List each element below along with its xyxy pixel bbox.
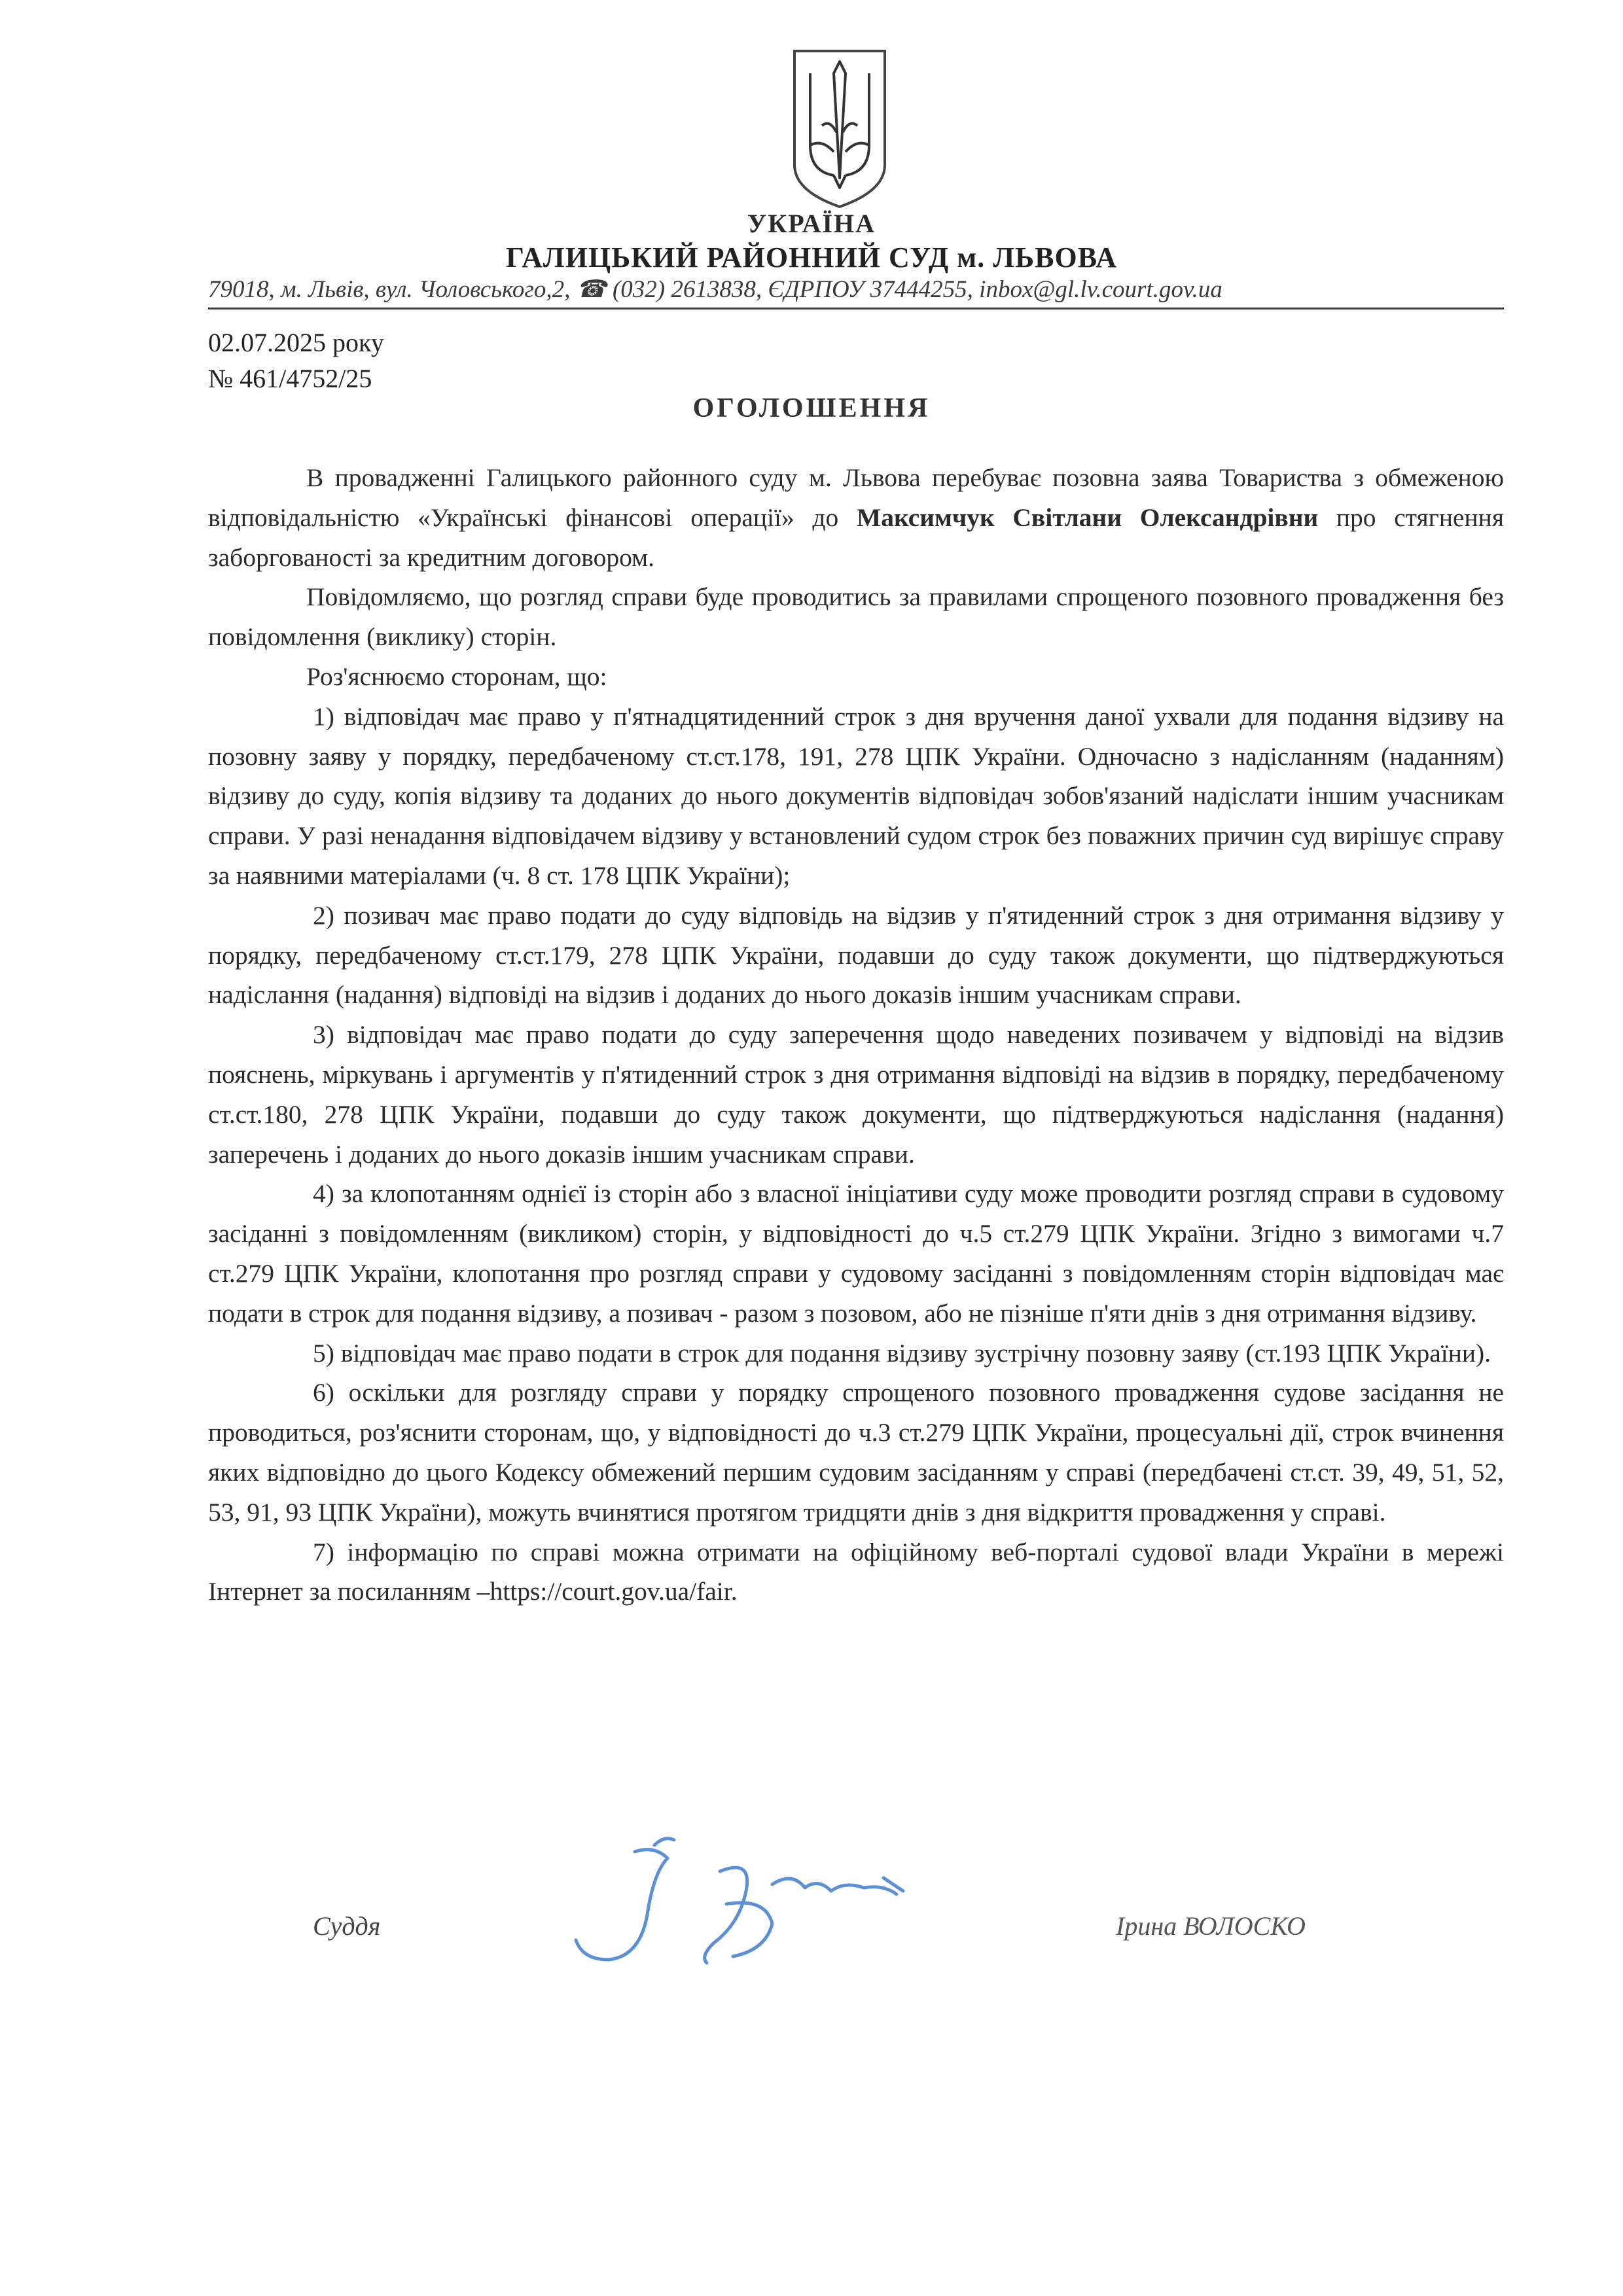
procedure-paragraph: Повідомляємо, що розгляд справи буде проводитись за правилами спрощеного позовного провадження без повідомлення (виклику) сторін. (208, 582, 1504, 652)
country-name: УКРАЇНА (747, 209, 876, 238)
court-name: ГАЛИЦЬКИЙ РАЙОННИЙ СУД м. ЛЬВОВА (505, 241, 1118, 274)
defendant-name: Максимчук Світлани Олександрівни (856, 503, 1319, 532)
judge-title: Суддя (313, 1911, 381, 1941)
handwritten-signature-icon (556, 1832, 923, 1976)
list-item: 5) відповідач має право подати в строк для подання відзиву зустрічну позовну заяву (ст.193 ЦПК України). (313, 1338, 1491, 1368)
document-date: 02.07.2025 року (208, 328, 384, 357)
case-number: № 461/4752/25 (208, 364, 372, 393)
court-address: 79018, м. Львів, вул. Чоловського,2, ☎ (032) 2613838, ЄДРПОУ 37444255, inbox@gl.lv.court.gov.ua (208, 276, 1222, 303)
clarification-lead: Роз'яснюємо сторонам, що: (306, 662, 607, 691)
list-item: 2) позивач має право подати до суду відповідь на відзив у п'ятиденний строк з дня отримання відзиву у порядку, передбаченому ст.ст.179, 278 ЦПК України, подавши до суду також документи, що підтверджуються надіслання (надання) відповіді на відзив і доданих до нього доказів іншим учасникам справи. (208, 900, 1504, 1010)
document-title: ОГОЛОШЕННЯ (692, 393, 931, 423)
intro-text: В провадженні Галицького районного суду м. Львова перебуває позовна заява Товариства з обмеженою відповідальністю «Українські фінансові операції» до (208, 463, 1504, 532)
judge-name: Ірина ВОЛОСКО (1116, 1911, 1306, 1941)
list-item: 3) відповідач має право подати до суду заперечення щодо наведених позивачем у відповіді на відзив пояснень, міркувань і аргументів у п'ятиденний строк з дня отримання відповіді на відзив в порядку, передбаченому ст.ст.180, 278 ЦПК України, подавши до суду також документи, що підтверджуються надіслання (надання) заперечень і доданих до нього доказів іншим учасникам справи. (208, 1020, 1504, 1169)
intro-paragraph (208, 458, 1504, 577)
list-item: 4) за клопотанням однієї із сторін або з власної ініціативи суду може проводити розгляд справи в судовому засіданні з повідомленням (викликом) сторін, у відповідності до ч.5 ст.279 ЦПК України. Згідно з вимогами ч.7 ст.279 ЦПК України, клопотання про розгляд справи у судовому засіданні з повідомленням сторін відповідач має подати в строк для подання відзиву, а позивач - разом з позовом, або не пізніше п'яти днів з дня отримання відзиву. (208, 1179, 1504, 1328)
document-body (208, 458, 1504, 1612)
trident-coat-of-arms-icon (791, 47, 889, 211)
header-divider (208, 308, 1504, 309)
list-item: 7) інформацію по справі можна отримати на офіційному веб-порталі судової влади України в мережі Інтернет за посиланням –https://court.gov.ua/fair. (208, 1537, 1504, 1606)
list-item: 6) оскільки для розгляду справи у порядку спрощеного позовного провадження судове засідання не проводиться, роз'яснити сторонам, що, у відповідності до ч.3 ст.279 ЦПК України, процесуальні дії, строк вчинення яких відповідно до цього Кодексу обмежений першим судовим засіданням у справі (передбачені ст.ст. 39, 49, 51, 52, 53, 91, 93 ЦПК України), можуть вчинятися протягом тридцяти днів з дня відкриття провадження у справі. (208, 1378, 1504, 1527)
intro-text-end: про стягнення заборгованості за кредитним договором. (208, 503, 1504, 572)
list-item: 1) відповідач має право у п'ятнадцятиденний строк з дня вручення даної ухвали для подання відзиву на позовну заяву у порядку, передбаченому ст.ст.178, 191, 278 ЦПК України. Одночасно з надісланням (наданням) відзиву до суду, копія відзиву та доданих до нього документів відповідач зобов'язаний надіслати іншим учасникам справи. У разі ненадання відповідачем відзиву у встановлений судом строк без поважних причин суд вирішує справу за наявними матеріалами (ч. 8 ст. 178 ЦПК України); (208, 701, 1504, 890)
